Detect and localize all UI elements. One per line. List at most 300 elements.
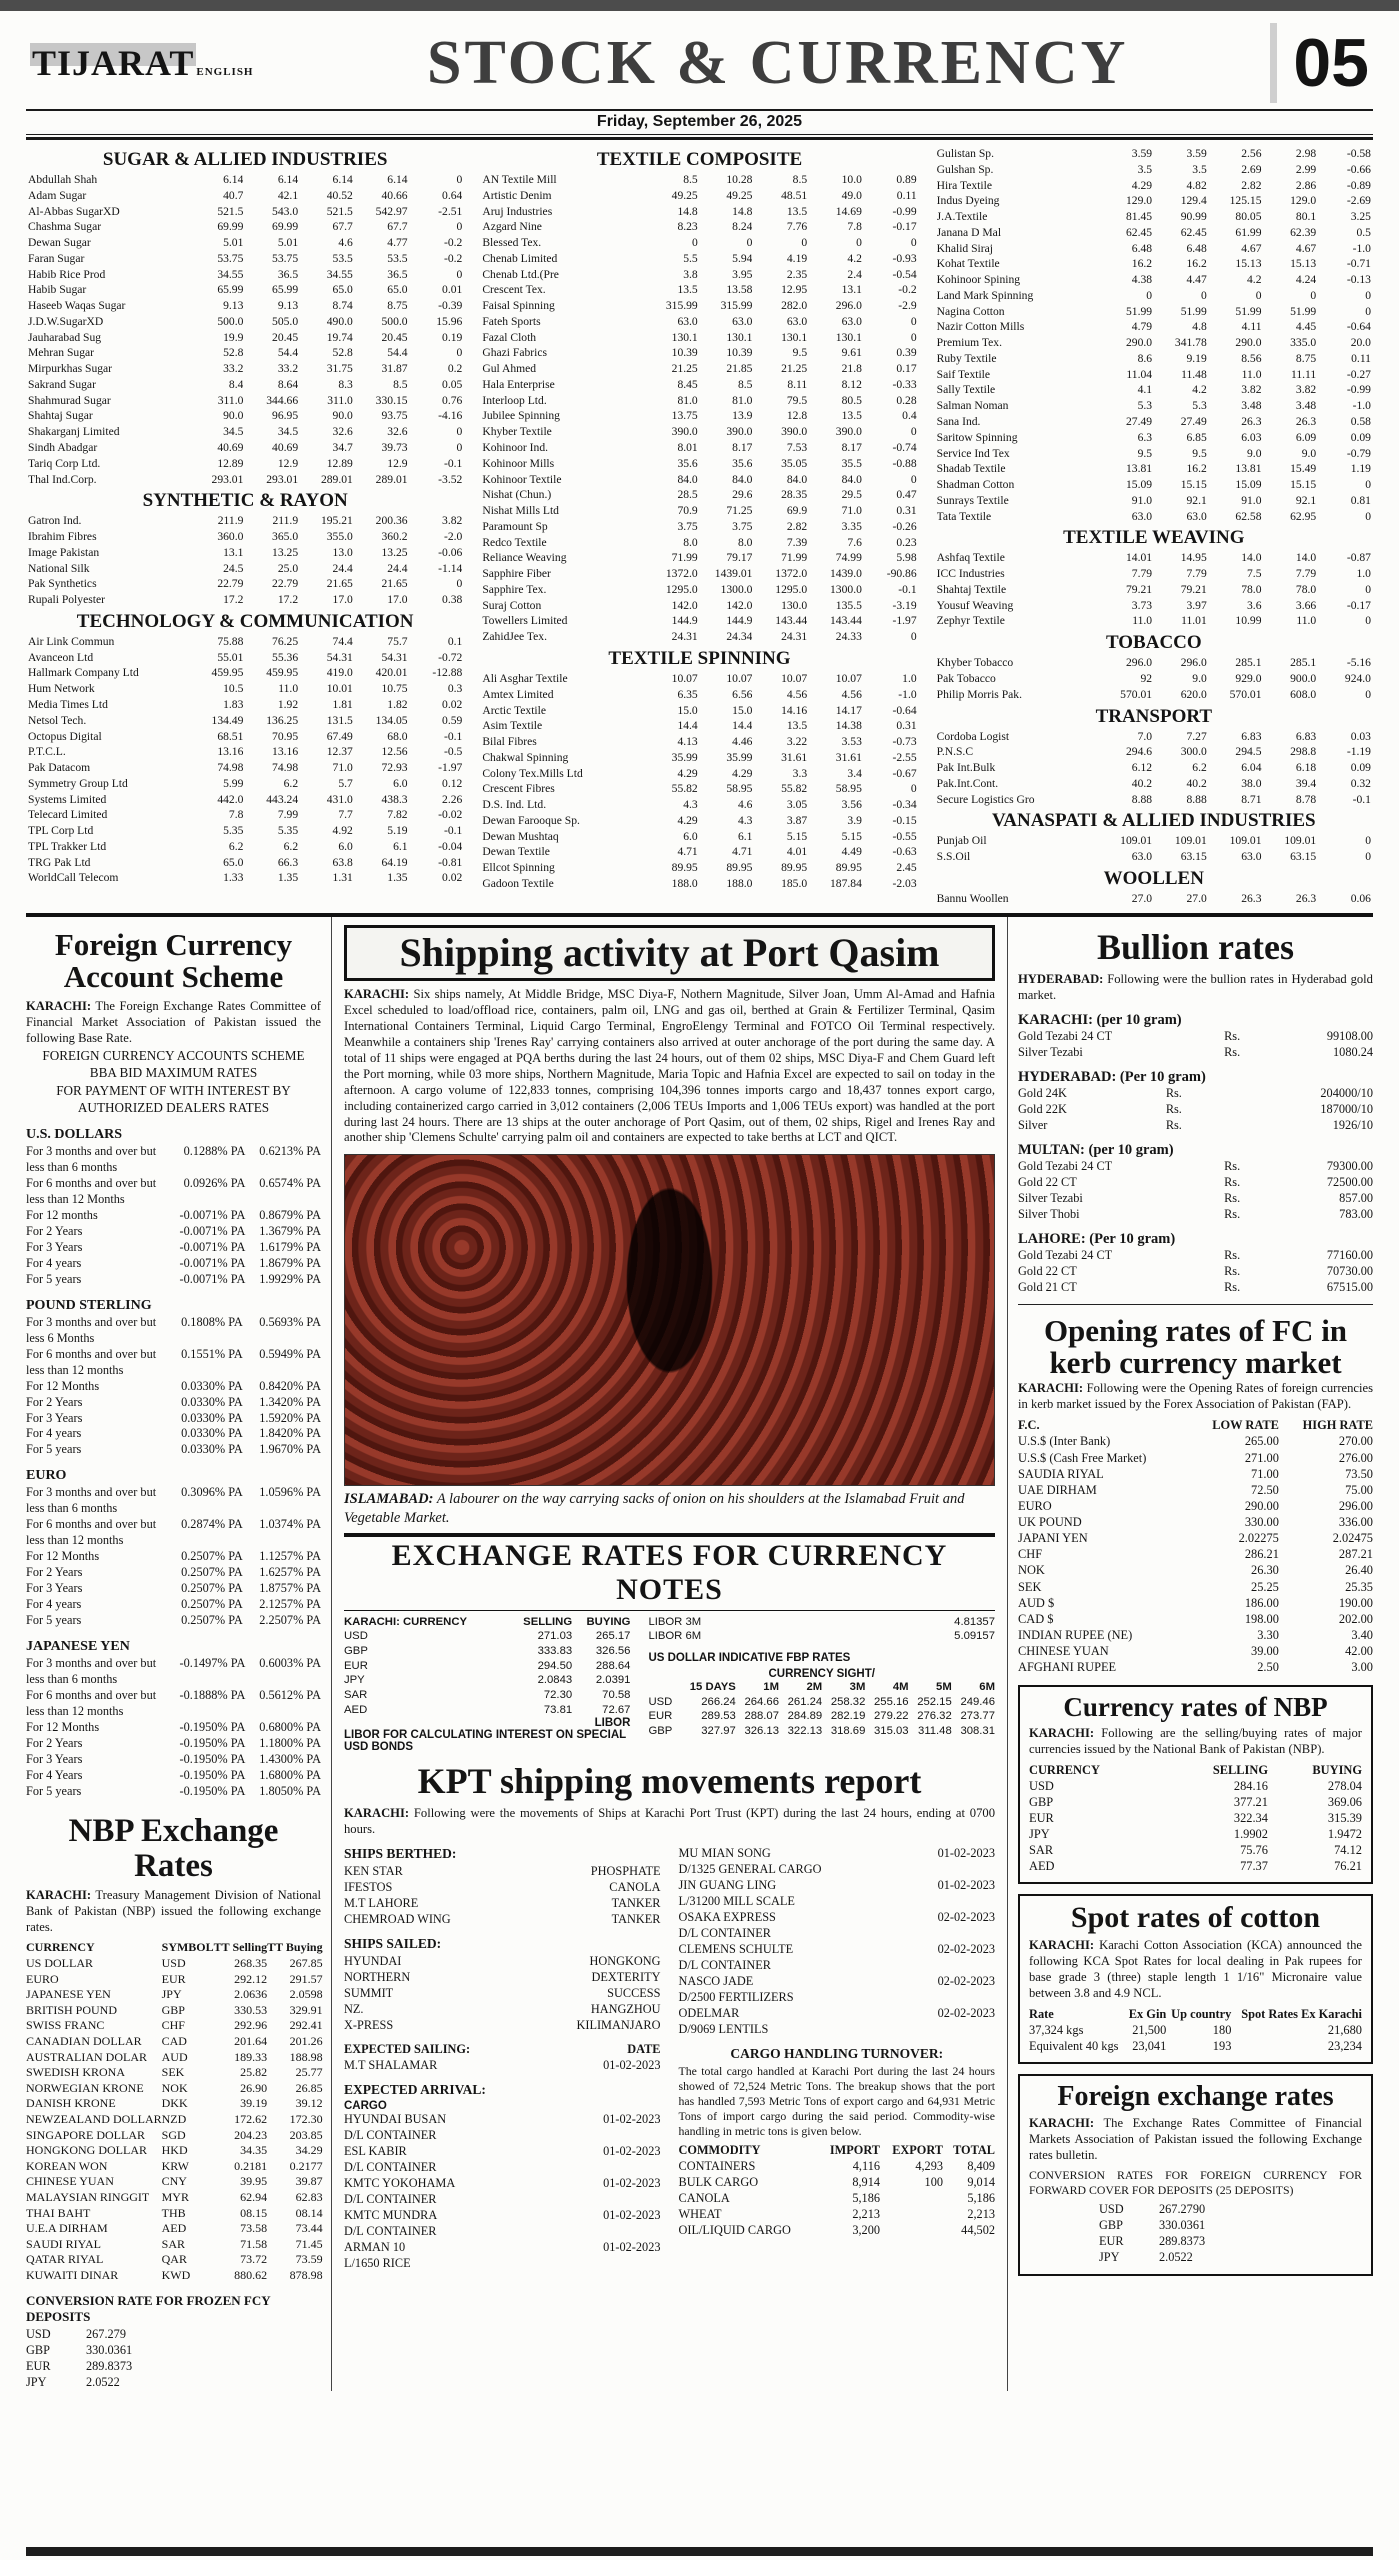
cell: 0.1551% PA [181, 1346, 243, 1361]
cell: 0.0330% PA [181, 1394, 243, 1409]
cell: 01-02-2023 [603, 2112, 661, 2127]
table-row [28, 823, 462, 839]
table-row [937, 178, 1371, 194]
cell: 2.4 [847, 267, 862, 281]
cell: 3.82 [1241, 383, 1262, 397]
cell: U.S.$ (Inter Bank) [1018, 1434, 1111, 1449]
kpt-intro-text: Following were the movements of Ships at Karachi Port Trust (KPT) during the last 24 hours, ending at 0700 hours. [344, 1806, 995, 1837]
cell: 1926/10 [1332, 1117, 1373, 1132]
table-row [26, 2174, 323, 2190]
cell: -1.0 [1352, 241, 1371, 255]
cell: 39.4 [1295, 776, 1317, 790]
cell: 08.14 [295, 2205, 323, 2220]
cell: 0.6574% PA [259, 1175, 321, 1190]
cell: 543.0 [272, 204, 299, 218]
cell: 1.8757% PA [259, 1581, 321, 1596]
cell: 5.01 [277, 236, 299, 250]
cell: 190.00 [1338, 1595, 1373, 1610]
cell: 71.0 [332, 761, 353, 775]
cell: -0.34 [892, 798, 917, 812]
cell: 01-02-2023 [603, 2058, 661, 2073]
cell: 8.4 [228, 377, 244, 391]
cell: For 5 years [26, 1442, 82, 1457]
dateline: KARACHI: [1029, 2115, 1095, 2130]
paper-edition: ENGLISH [196, 66, 254, 78]
cell: JPY [1099, 2249, 1120, 2264]
data-table [937, 891, 1371, 907]
cell: 28.35 [781, 488, 808, 502]
cell: 2,213 [967, 2206, 995, 2221]
stock-column-1 [28, 146, 462, 907]
cargo-turnover-title: CARGO HANDLING TURNOVER: [730, 2046, 944, 2061]
cell: 4.19 [786, 251, 808, 265]
cell: 96.95 [272, 409, 299, 423]
cell: For 2 Years [26, 1565, 83, 1580]
cell: 900.0 [1290, 671, 1317, 685]
cell: 0.64 [442, 188, 463, 202]
cell: -5.16 [1346, 656, 1371, 670]
cell: 7.82 [387, 808, 408, 822]
cell: 4.67 [1241, 241, 1262, 255]
cell: 109.01 [1229, 834, 1262, 848]
table-row [26, 1517, 321, 1549]
cell: Bilal Fibres [482, 735, 537, 749]
table-row [26, 1656, 321, 1688]
cell: 3.87 [786, 813, 808, 827]
cell: 26.3 [1241, 891, 1262, 905]
cell: 63.0 [841, 314, 862, 328]
table-row [937, 776, 1371, 792]
cell: KRW [161, 2158, 189, 2173]
cell: 77160.00 [1326, 1247, 1373, 1262]
cell: 271.03 [537, 1630, 573, 1643]
table-row [937, 446, 1371, 462]
forex-intro [1029, 2116, 1362, 2164]
cell: Blessed Tex. [482, 236, 542, 250]
cell: 0.17 [896, 362, 917, 376]
table-row [28, 408, 462, 424]
cell: 290.0 [1235, 336, 1262, 350]
cell: USD [344, 1630, 368, 1643]
table-row [26, 1411, 321, 1427]
cell: 0.12 [442, 776, 463, 790]
cell: S.S.Oil [936, 850, 971, 864]
cell: GBP [1029, 1794, 1054, 1809]
table-row [344, 2112, 661, 2128]
cell: 10.75 [381, 682, 408, 696]
table-row [28, 235, 462, 251]
cell: Kohinoor Mills [482, 456, 555, 470]
cell: 298.8 [1290, 745, 1317, 759]
cell: 71.0 [841, 504, 862, 518]
cell: 69.99 [217, 220, 244, 234]
cell: 188.0 [671, 876, 698, 890]
cell: 0 [456, 267, 463, 281]
cell: 5.19 [387, 824, 408, 838]
table-row [1029, 1858, 1362, 1874]
cell: 21.65 [326, 577, 353, 591]
cell: 0.03 [1350, 729, 1371, 743]
table-row [937, 493, 1371, 509]
cell: 26.40 [1345, 1563, 1373, 1578]
cell: 2.2507% PA [259, 1613, 321, 1628]
cell: 4.47 [1186, 273, 1207, 287]
cell: 1.9670% PA [259, 1442, 321, 1457]
cell: L/1650 RICE [344, 2255, 411, 2270]
cell [880, 2191, 943, 2207]
cell: NZD [161, 2111, 187, 2126]
cell: 330.00 [1244, 1515, 1279, 1530]
cell: 25.82 [240, 2065, 268, 2080]
cell: 81.0 [732, 393, 753, 407]
cell: 1.8420% PA [259, 1426, 321, 1441]
cell: 0.39 [896, 346, 917, 360]
cell: Azgard Nine [482, 220, 542, 234]
cell: Rs. [1165, 1086, 1182, 1100]
table-row [482, 718, 916, 734]
cell: 109.01 [1174, 834, 1207, 848]
cell: -90.86 [886, 567, 917, 581]
cell: JPY [1029, 1827, 1050, 1842]
cell: 34.55 [217, 267, 244, 281]
data-table [1029, 1762, 1362, 1875]
cell: -2.9 [898, 299, 917, 313]
cell: 81.0 [677, 393, 698, 407]
cell: 2.35 [786, 267, 808, 281]
cell: KMTC MUNDRA [344, 2207, 438, 2222]
cell: 40.52 [326, 188, 353, 202]
cell: 0.01 [442, 283, 463, 297]
cell: 186.00 [1244, 1595, 1279, 1610]
table-row [28, 424, 462, 440]
cell: -0.0071% PA [179, 1271, 246, 1286]
cell: Saritow Spinning [936, 430, 1018, 444]
cell: 21.25 [781, 362, 808, 376]
cell: MALAYSIAN RINGGIT [26, 2189, 150, 2204]
cell: 3.59 [1186, 147, 1207, 160]
cell: 01-02-2023 [603, 2175, 661, 2190]
table-row [26, 2206, 323, 2222]
cell: 53.5 [332, 251, 353, 265]
cell: 75.76 [1240, 1843, 1268, 1858]
cell: For 3 Years [26, 1581, 83, 1596]
cell: 0 [1365, 582, 1371, 596]
cell: Mirpurkhas Sugar [28, 362, 113, 376]
cell: CONTAINERS [678, 2158, 756, 2173]
block-title: EURO [26, 1468, 67, 1484]
cell: For 3 months and over but less 6 Months [26, 1314, 157, 1345]
cell: 1.35 [277, 871, 299, 885]
fcas-intro [26, 999, 321, 1047]
cell: 26.85 [295, 2080, 323, 2095]
cell: J.D.W.SugarXD [28, 314, 104, 328]
cell: SEK [1018, 1579, 1042, 1594]
cell: 1.5920% PA [259, 1410, 321, 1425]
caption-text: A labourer on the way carrying sacks of onion on his shoulders at the Islamabad Fruit and Vegetable Market. [344, 1491, 965, 1526]
cell [904, 1990, 995, 2006]
data-table [937, 146, 1371, 524]
cell: 2M [806, 1681, 823, 1694]
cell: 15.09 [1235, 478, 1262, 492]
cell: 0.0330% PA [181, 1426, 243, 1441]
cell: 0 [456, 577, 463, 591]
table-row [482, 703, 916, 719]
cell: 26.30 [1251, 1563, 1279, 1578]
cell: 1.83 [223, 697, 244, 711]
table-row [1018, 1029, 1373, 1045]
table-row [1099, 2202, 1362, 2218]
cell: 0.32 [1350, 776, 1371, 790]
cell: 02-02-2023 [937, 1974, 995, 1989]
cell: 26.3 [1241, 415, 1262, 429]
table-row [1018, 1579, 1373, 1595]
cell: 65.99 [272, 283, 299, 297]
section-title: WOOLLEN [1103, 867, 1204, 889]
cell: Interloop Ltd. [482, 393, 547, 407]
cell: 55.36 [272, 650, 299, 664]
cell: D/L CONTAINER [678, 1926, 771, 1941]
libor-table [648, 1615, 995, 1644]
cell: 13.81 [1235, 462, 1262, 476]
cell: Redco Textile [482, 535, 547, 549]
cell: 521.5 [217, 204, 244, 218]
cell: 1.35 [387, 871, 408, 885]
cell: -0.55 [892, 829, 917, 843]
cell: 16.2 [1186, 257, 1207, 271]
cell: 63.0 [732, 314, 753, 328]
cell: SUCCESS [607, 1986, 661, 2001]
cell: 0.31 [896, 719, 917, 733]
table-row [937, 550, 1371, 566]
cell: For 12 months [26, 1207, 98, 1222]
cell: 69.99 [272, 220, 299, 234]
table-row [937, 351, 1371, 367]
table-row [344, 2240, 661, 2256]
cell: 15.96 [436, 314, 463, 328]
cell: Spot Rates Ex Karachi [1241, 2006, 1362, 2021]
cell: 0 [1200, 288, 1207, 302]
cell: Paramount Sp [482, 519, 548, 533]
cell: 37,324 kgs [1029, 2023, 1084, 2038]
table-row [26, 1720, 321, 1736]
cell: 53.75 [217, 251, 244, 265]
cell: Shahtaj Textile [936, 582, 1007, 596]
cell: THAI BAHT [26, 2205, 91, 2220]
cell: -0.81 [438, 855, 463, 869]
cell: 2.82 [1241, 178, 1262, 192]
cell: 5.3 [1192, 399, 1207, 413]
cell: -2.0 [443, 530, 463, 544]
cell: 90.0 [223, 409, 244, 423]
table-row [26, 1176, 321, 1208]
cell: 294.6 [1125, 745, 1153, 759]
cell: 4.29 [732, 766, 753, 780]
cell: For 2 Years [26, 1736, 83, 1751]
cell: 180 [1212, 2023, 1232, 2038]
cell: 10.99 [1235, 614, 1262, 628]
cell: 25.25 [1251, 1579, 1279, 1594]
cell: 92.1 [1295, 493, 1317, 507]
table-row [344, 2128, 661, 2144]
cell: 17.2 [223, 593, 244, 607]
cell: 12.56 [381, 745, 408, 759]
table-row [1018, 1264, 1373, 1280]
cell: -0.15 [892, 813, 917, 827]
cell: 0 [910, 782, 917, 796]
cell: 289.01 [375, 472, 408, 486]
cell: 0 [456, 425, 463, 439]
table-row [1018, 1546, 1373, 1562]
data-table [679, 1846, 996, 2038]
cell: 2.50 [1257, 1660, 1279, 1675]
table-row [679, 1910, 996, 1926]
cell: ZahidJee Tex. [482, 630, 547, 644]
table-row [482, 204, 916, 220]
cell: 8.5 [792, 173, 808, 186]
cell: 330.53 [234, 2002, 268, 2017]
kerb-headline [1018, 1312, 1373, 1381]
table-row [482, 172, 916, 188]
cell: -0.27 [1346, 367, 1371, 381]
table-row [679, 2159, 996, 2175]
cell: -0.99 [1346, 383, 1371, 397]
cell: Gatron Ind. [28, 514, 82, 528]
cell: -0.0071% PA [179, 1255, 246, 1270]
cell: Mehran Sugar [28, 346, 95, 360]
cell: 11.11 [1290, 367, 1317, 381]
cell: 0.2507% PA [181, 1549, 243, 1564]
cell: 4,116 [852, 2158, 880, 2173]
table-row [937, 398, 1371, 414]
cell: HIGH RATE [1302, 1418, 1373, 1433]
cell: 271.00 [1244, 1450, 1279, 1465]
cell: 3.9 [847, 813, 862, 827]
cell: Rate [1029, 2006, 1054, 2021]
cell: KOREAN WON [26, 2158, 108, 2173]
cell: 39.19 [240, 2096, 268, 2111]
cell: 3.56 [841, 798, 862, 812]
cell: Adam Sugar [28, 188, 87, 202]
cell: 0.06 [1350, 891, 1371, 905]
table-row [28, 697, 462, 713]
cell: 929.0 [1235, 671, 1262, 685]
cell: 276.00 [1338, 1450, 1373, 1465]
cell: 2.86 [1295, 178, 1317, 192]
cell: TPL Corp Ltd [28, 824, 94, 838]
cell: 3.82 [442, 514, 463, 528]
cell: Silver Tezabi [1018, 1190, 1083, 1205]
rule [1018, 1304, 1373, 1305]
cell: 144.9 [726, 614, 753, 628]
table-row [482, 844, 916, 860]
cell: 11.48 [1181, 367, 1207, 381]
cell: 282.0 [781, 299, 808, 313]
cell: 6.1 [737, 829, 753, 843]
cell: 65.99 [217, 283, 244, 297]
cotton-table [1029, 2006, 1362, 2054]
cell: Crescent Fibres [482, 782, 555, 796]
cell: NEWZEALAND DOLLAR [26, 2111, 162, 2126]
cell: -0.1950% PA [179, 1720, 246, 1735]
table-row [344, 2058, 661, 2074]
cell: 6.0 [683, 829, 698, 843]
data-table [1018, 1159, 1373, 1223]
table-row [28, 545, 462, 561]
cell: JPY [161, 1987, 182, 2002]
cell: 2.82 [786, 519, 808, 533]
cell: Gold Tezabi 24 CT [1018, 1029, 1113, 1044]
cell: -1.97 [438, 761, 463, 775]
table-row [26, 1956, 323, 1972]
cell: 34.55 [326, 267, 353, 281]
table-row [937, 849, 1371, 865]
cell: DKK [161, 2096, 188, 2111]
cell: 68.51 [217, 729, 244, 743]
table-row [937, 655, 1371, 671]
kpt-columns [344, 1838, 995, 2272]
cell: 70.95 [272, 729, 299, 743]
cell: 7.79 [1186, 567, 1207, 581]
cell: 70.9 [677, 504, 698, 518]
cell: 4.2 [847, 251, 862, 265]
cell: Nagina Cotton [936, 304, 1005, 318]
cell: Pak Int.Bulk [936, 761, 996, 775]
cell: 6.3 [1137, 430, 1153, 444]
cell: 195.21 [320, 514, 353, 528]
cell: M.T SHALAMAR [344, 2058, 438, 2073]
cell: 27.49 [1180, 415, 1207, 429]
table-row [26, 1208, 321, 1224]
cell: 282.19 [830, 1710, 866, 1723]
cell: 0.1288% PA [183, 1143, 246, 1158]
cell: 270.00 [1338, 1434, 1373, 1449]
cell: 74.12 [1334, 1843, 1362, 1858]
nbp-headline: NBP Exchange Rates [68, 1813, 279, 1884]
cell: 4.79 [1131, 320, 1153, 334]
cell: Fateh Sports [482, 314, 541, 328]
cell: 14.95 [1180, 551, 1207, 565]
cell: For 6 months and over but less than 12 Months [26, 1175, 157, 1206]
cell: 377.21 [1233, 1794, 1268, 1809]
cell: 78.0 [1295, 582, 1317, 596]
cell: 8.0 [737, 535, 753, 549]
cell: USD [648, 1695, 673, 1708]
cell: -0.1 [443, 729, 463, 743]
cell: 315.03 [874, 1725, 909, 1738]
cell: 67.7 [387, 220, 408, 234]
cell: 0.2181 [234, 2158, 268, 2173]
table-row [1018, 1498, 1373, 1514]
cell: For 6 months and over but less than 12 months [26, 1517, 157, 1548]
data-table [26, 1315, 321, 1459]
cell: -0.1950% PA [179, 1752, 246, 1767]
table-row [679, 2022, 996, 2038]
cell: 100 [924, 2174, 943, 2189]
table-row [344, 1954, 661, 1970]
table-row [482, 598, 916, 614]
cell: 29.6 [732, 488, 753, 502]
cell: 5.35 [277, 824, 299, 838]
cell: 290.00 [1244, 1498, 1279, 1513]
cell: Ellcot Spinning [482, 861, 555, 875]
nbp-conversion-table [26, 2327, 321, 2391]
cell: 74.4 [332, 634, 353, 648]
cell: 3.48 [1295, 399, 1317, 413]
cell: 6.56 [732, 687, 753, 701]
cell: 15.15 [1290, 478, 1317, 492]
cell: 203.85 [289, 2127, 323, 2142]
fcas-rate-blocks [26, 1127, 321, 1800]
